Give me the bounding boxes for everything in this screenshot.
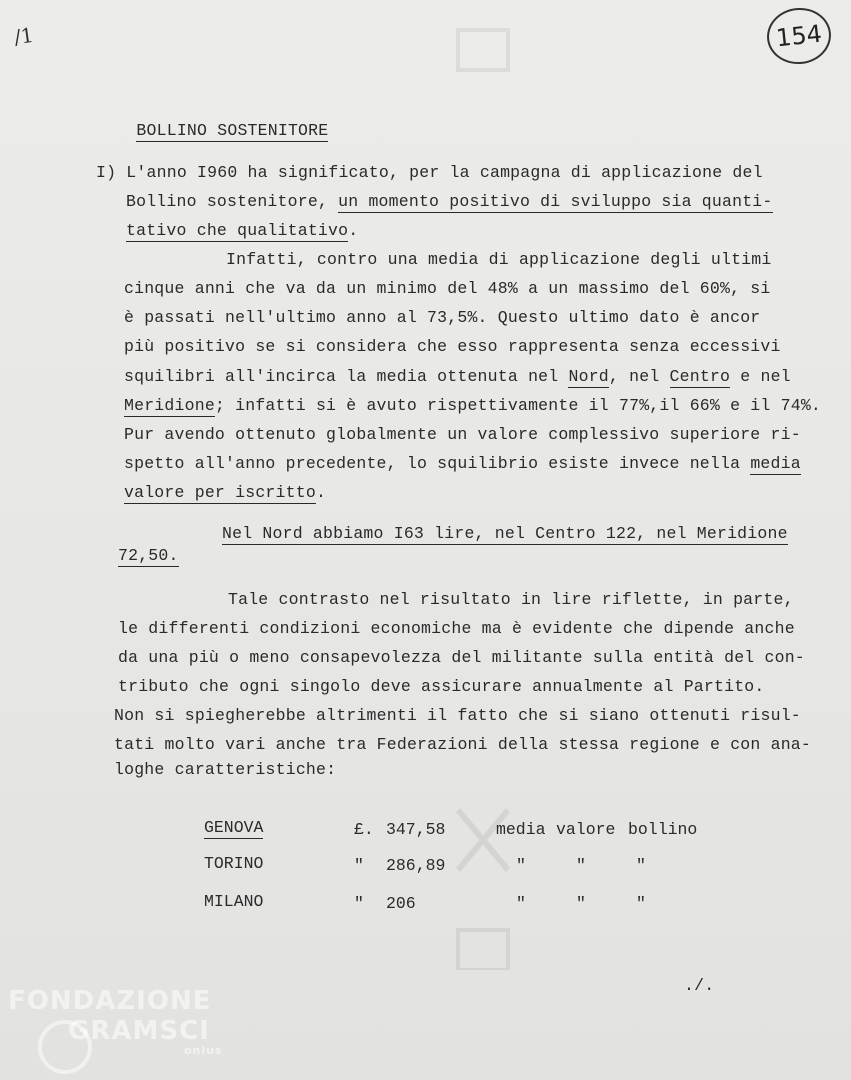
para1-line11-text: spetto all'anno precedente, lo squilibrio esiste invece nella <box>124 454 751 473</box>
para3-line2: le differenti condizioni economiche ma è evidente che dipende anche <box>118 619 795 638</box>
table-value: 206 <box>386 894 416 913</box>
para1-line3-underlined: tativo che qualitativo <box>126 221 349 240</box>
para1-line8-nord: Nord <box>568 367 609 386</box>
para1-line9 <box>124 396 821 416</box>
continuation-mark: ./. <box>684 976 715 995</box>
para1-line2-text: Bollino sostenitore, <box>126 192 339 211</box>
para1-line2-underlined: un momento positivo di sviluppo sia quanti- <box>338 192 773 211</box>
para1-line12-text: . <box>315 483 327 502</box>
table-city: MILANO <box>204 892 264 911</box>
para1-line12-underlined: valore per iscritto <box>124 483 316 502</box>
table-desc: " <box>576 894 586 913</box>
para3-line4: tributo che ogni singolo deve assicurare annualmente al Partito. <box>118 677 765 696</box>
para1-line3-text: . <box>348 221 359 240</box>
table-city: GENOVA <box>204 818 264 837</box>
para1-line8-text-c: , nel <box>608 367 670 386</box>
table-currency: " <box>354 856 364 875</box>
para2-line1-underlined: Nel Nord abbiamo I63 lire, nel Centro 122, nel Meridione <box>222 524 788 543</box>
table-desc: " <box>516 894 526 913</box>
para1-line12 <box>124 483 326 503</box>
table-desc: " <box>636 856 646 875</box>
watermark-line1: FONDAZIONE <box>8 986 212 1016</box>
para1-line11 <box>124 454 801 474</box>
table-desc: " <box>576 856 586 875</box>
para1-line11-media: media <box>750 454 801 473</box>
document-title <box>96 101 328 161</box>
title-text: BOLLINO SOSTENITORE <box>136 121 329 140</box>
para2-line2 <box>118 546 179 566</box>
para3-line6: tati molto vari anche tra Federazioni della stessa regione e con ana- <box>114 735 812 754</box>
para1-line6: è passati nell'ultimo anno al 73,5%. Questo ultimo dato è ancor <box>124 308 761 327</box>
watermark-line2: GRAMSCI <box>68 1016 210 1046</box>
para1-line9-meridione: Meridione <box>124 396 215 415</box>
page-number-circled <box>764 5 834 67</box>
para1-line8 <box>124 367 791 387</box>
fondazione-gramsci-watermark <box>8 986 223 1076</box>
para2-line1 <box>222 524 788 544</box>
para1-line8-centro: Centro <box>669 367 731 386</box>
table-desc: valore <box>556 820 616 839</box>
para1-line1: I) L'anno I960 ha significato, per la campagna di applicazione del <box>96 163 763 182</box>
para1-line8-text-e: e nel <box>730 367 791 386</box>
corner-mark: /1 <box>12 22 36 50</box>
para2-line2-underlined: 72,50. <box>118 546 179 565</box>
para3-line3: da una più o meno consapevolezza del militante sulla entità del con- <box>118 648 805 667</box>
para1-line2 <box>126 192 773 212</box>
table-desc: bollino <box>628 820 698 839</box>
table-desc: " <box>636 894 646 913</box>
table-value: 286,89 <box>386 856 446 875</box>
table-currency: £. <box>354 820 374 839</box>
table-city: TORINO <box>204 854 264 873</box>
watermark-line3: onlus <box>184 1044 223 1057</box>
para1-line5: cinque anni che va da un minimo del 48% a un massimo del 60%, si <box>124 279 771 298</box>
para1-line9-text: ; infatti si è avuto rispettivamente il 77%,il 66% e il 74%. <box>214 396 822 415</box>
table-desc: media <box>496 820 546 839</box>
page-number-text: 154 <box>774 19 824 53</box>
para1-line7: più positivo se si considera che esso rappresenta senza eccessivi <box>124 337 781 356</box>
para1-line10: Pur avendo ottenuto globalmente un valore complessivo superiore ri- <box>124 425 801 444</box>
para3-line1: Tale contrasto nel risultato in lire riflette, in parte, <box>228 590 794 609</box>
para1-line4: Infatti, contro una media di applicazione degli ultimi <box>226 250 772 269</box>
para3-line5: Non si spiegherebbe altrimenti il fatto che si siano ottenuti risul- <box>114 706 801 725</box>
para1-line8-text-a: squilibri all'incirca la media ottenuta nel <box>124 367 569 386</box>
table-currency: " <box>354 894 364 913</box>
table-value: 347,58 <box>386 820 446 839</box>
table-desc: " <box>516 856 526 875</box>
para3-line7: loghe caratteristiche: <box>114 760 337 779</box>
para1-line3 <box>126 221 358 241</box>
